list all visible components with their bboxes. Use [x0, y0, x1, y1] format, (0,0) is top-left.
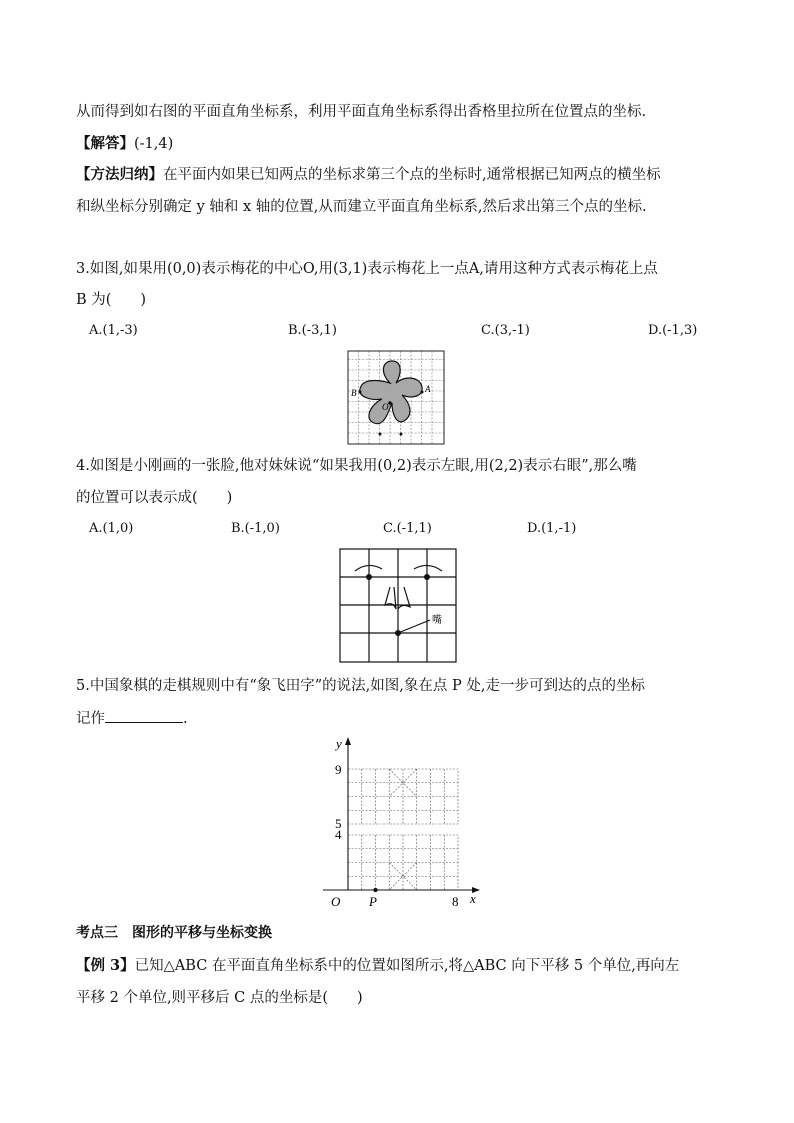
example-3-label: 【例 3】	[76, 957, 135, 974]
x-axis-label: x	[470, 891, 476, 906]
section-heading: 考点三 图形的平移与坐标变换	[76, 925, 272, 941]
y-tick-9: 9	[335, 762, 342, 777]
y-tick-4: 4	[335, 827, 342, 842]
face-figure	[338, 547, 458, 664]
q4-stem: 4.如图是小刚画的一张脸,他对妹妹说“如果我用(0,2)表示左眼,用(2,2)表示右眼”,那么嘴	[76, 458, 637, 474]
origin-label: O	[331, 894, 341, 909]
right-eye	[424, 574, 430, 580]
q4-stem-2: 的位置可以表示成( )	[76, 490, 233, 506]
method-text: 在平面内如果已知两点的坐标求第三个点的坐标时,通常根据已知两点的横坐标	[163, 167, 661, 183]
method-label: 【方法归纳】	[76, 166, 163, 183]
label-o: O	[382, 402, 389, 412]
answer-value: (-1,4)	[134, 136, 174, 152]
y-tick-5: 5	[335, 816, 342, 831]
mouth-point	[395, 630, 401, 636]
left-eye	[366, 574, 372, 580]
example-3-line	[76, 956, 679, 976]
q3-stem: 3.如图,如果用(0,0)表示梅花的中心O,用(3,1)表示梅花上一点A,请用这种方式表示梅花上点	[76, 261, 658, 277]
q5-stem-2: 记作 .	[76, 708, 188, 729]
answer-label: 【解答】	[76, 135, 134, 152]
q3-option-a: A.(1,-3)	[89, 323, 138, 338]
point-p-label: P	[369, 894, 377, 909]
label-b: B	[351, 388, 357, 398]
q4-option-b: B.(-1,0)	[231, 521, 280, 536]
q3-option-d: D.(-1,3)	[648, 323, 698, 338]
example-3-line-2: 平移 2 个单位,则平移后 C 点的坐标是( )	[76, 990, 363, 1006]
answer-line	[76, 134, 173, 154]
q3-stem-2: B 为( )	[76, 292, 147, 308]
q4-option-c: C.(-1,1)	[383, 521, 432, 536]
y-axis-label: y	[336, 736, 342, 751]
q3-option-b: B.(-3,1)	[288, 323, 337, 338]
plum-blossom-figure	[346, 349, 446, 446]
q5-stem: 5.中国象棋的走棋规则中有“象飞田字”的说法,如图,象在点 P 处,走一步可到达的点的坐标	[76, 678, 645, 694]
answer-blank[interactable]	[105, 708, 183, 723]
q4-option-a: A.(1,0)	[89, 521, 134, 536]
text-line: 从而得到如右图的平面直角坐标系，利用平面直角坐标系得出香格里拉所在位置点的坐标.	[76, 104, 647, 120]
point-p	[373, 888, 377, 892]
mouth-label: 嘴	[432, 615, 442, 626]
q3-option-c: C.(3,-1)	[481, 323, 530, 338]
method-line	[76, 165, 661, 185]
method-line-2: 和纵坐标分别确定 y 轴和 x 轴的位置,从而建立平面直角坐标系,然后求出第三个点的坐标.	[76, 199, 647, 215]
chess-figure	[318, 736, 483, 911]
x-tick-8: 8	[452, 894, 459, 909]
label-a: A	[425, 384, 431, 394]
q4-option-d: D.(1,-1)	[527, 521, 577, 536]
example-3-text: 已知△ABC 在平面直角坐标系中的位置如图所示,将△ABC 向下平移 5 个单位,再向左	[134, 958, 680, 974]
